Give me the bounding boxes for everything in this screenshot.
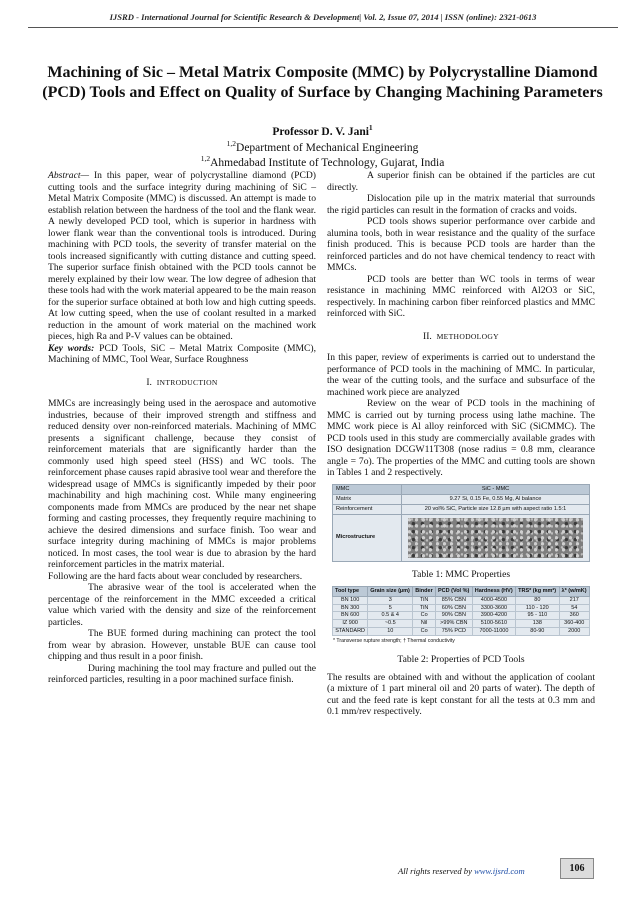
table-cell: 360 [559, 612, 589, 620]
table-cell: 2000 [559, 627, 589, 635]
pcd-tools-table [332, 586, 590, 636]
keywords-label: Key words: [48, 342, 95, 354]
table-cell: BN 600 [333, 612, 368, 620]
microstructure-image [402, 514, 590, 561]
body-paragraph: Review on the wear of PCD tools in the machining of MMC is carried out by turning process using lathe machine. The MMC work piece is Al alloy reinforced with SiC (SiCMMC). The PCD tools used in this study are commercially available grades with ISO designation DCGW11T308 (nose radius = 0.8 mm, clearance angle = 7o). The properties of the MMC and cutting tools are shown in Tables 1 and 2 respectively. [327, 398, 595, 478]
body-paragraph: In this paper, review of experiments is carried out to understand the performance of PCD tools in the machining of MMC. In particular, the wear of the cutting tools, and the surface and subsurface of the machined work piece are analyzed [327, 352, 595, 398]
table2-caption: Table 2: Properties of PCD Tools [397, 654, 525, 666]
table-header: PCD (Vol %) [435, 587, 472, 597]
page-number: 106 [560, 858, 594, 879]
footer-rights-text: All rights reserved by [398, 866, 475, 876]
section-title: METHODOLOGY [436, 331, 499, 341]
table-cell: Nil [413, 620, 436, 628]
table-row [333, 620, 590, 628]
left-column [48, 170, 316, 686]
table-cell: 90% CBN [435, 612, 472, 620]
journal-header: IJSRD - International Journal for Scientific Research & Development| Vol. 2, Issue 07, 2014 | ISSN (online): 2321-0613 [109, 12, 537, 22]
table-cell: Co [413, 612, 436, 620]
microstructure-micrograph [408, 518, 583, 558]
table-row [333, 604, 590, 612]
author-name: Professor D. V. Jani [272, 125, 369, 138]
table-header: Grain size (µm) [368, 587, 413, 597]
affil-sup: 1,2 [226, 139, 237, 148]
affiliation-institute [40, 154, 605, 169]
table-row [333, 612, 590, 620]
keywords-text: PCD Tools, SiC – Metal Matrix Composite (MMC), Machining of MMC, Tool Wear, Surface Roughness [48, 342, 316, 365]
table-cell: Co [413, 627, 436, 635]
footer-rights [398, 866, 525, 876]
table-cell: 7000-11000 [472, 627, 515, 635]
table-row [333, 504, 590, 514]
section-number: II. [423, 330, 432, 342]
table-cell: 0.5 & 4 [368, 612, 413, 620]
affil-text: Department of Mechanical Engineering [236, 141, 419, 154]
table-cell: ~0.5 [368, 620, 413, 628]
table-cell: 3300-3600 [472, 604, 515, 612]
affil-text: Ahmedabad Institute of Technology, Gujarat, India [210, 156, 445, 169]
table-header-row [333, 587, 590, 597]
table-cell: MMC [333, 484, 402, 494]
table-cell: Reinforcement [333, 504, 402, 514]
body-paragraph: PCD tools shows superior performance over carbide and alumina tools, both in wear resistance and the quality of the surface finish produced. This is because PCD tools are harder than the reinforced particles and do not have chemical tendency to react with MMCs. [327, 216, 595, 273]
abstract-text: In this paper, wear of polycrystalline diamond (PCD) cutting tools and the surface integrity during machining of SiC – Metal Matrix Composite (MMC) is discussed. An attempt is made to establish relation between the hardness of the tool and the flank wear. A newly developed PCD tool, which is superior in hardness with lower flank wear than the conventional tools is introduced. During machining with PCD tools, the severity of transfer material on the tools increased significantly with cutting distance and cutting speed. The superior surface finish obtained with the PCD tools cannot be merely explained by their low wear. The low degree of adhesion that these tools had with the work material appeared to be the main reason for the superior surface obtained at both low and high cutting speeds. At low cutting speed, when the use of coolant resulted in a marked reduction in the amount of work material on the machined work pieces, high Ra and P-V values can be obtained. [48, 170, 317, 342]
footer-url-link[interactable]: www.ijsrd.com [474, 866, 525, 876]
table-row [333, 596, 590, 604]
table2-footnote: * Transverse rupture strength; † Thermal conductivity [333, 637, 455, 644]
results-paragraph: The results are obtained with and without the application of coolant (a mixture of 1 part mineral oil and 20 parts of water). The depth of cut and the feed rate is kept constant for all the tests at 0.3 mm and 0.1 mm/rev respectively. [327, 671, 595, 718]
table-cell: 3900-4200 [472, 612, 515, 620]
intro-paragraph: Following are the hard facts about wear concluded by researchers. [48, 570, 303, 582]
table-cell: 5100-5610 [472, 620, 515, 628]
abstract [48, 170, 316, 343]
table-cell: 5 [368, 604, 413, 612]
table-cell: 80 [516, 596, 559, 604]
table-cell: 110 - 120 [516, 604, 559, 612]
affiliation-department [40, 139, 605, 154]
table-cell: Microstructure [333, 514, 402, 561]
table-cell: 54 [559, 604, 589, 612]
table-cell: Matrix [333, 494, 402, 504]
section-heading-introduction [48, 377, 316, 389]
table-cell: IZ 900 [333, 620, 368, 628]
table-cell: SiC - MMC [402, 484, 590, 494]
table-cell: BN 100 [333, 596, 368, 604]
author-line [40, 123, 605, 138]
table-cell: 95 - 110 [516, 612, 559, 620]
table1-caption: Table 1: MMC Properties [411, 568, 511, 580]
table-cell: 20 vol% SiC, Particle size 12.8 µm with aspect ratio 1.5:1 [402, 504, 590, 514]
section-number: I. [146, 376, 152, 388]
table-row [333, 627, 590, 635]
table-header: λ* (w/mK) [559, 587, 589, 597]
table-cell: >99% CBN [435, 620, 472, 628]
table-cell: 9.27 Si, 0.15 Fe, 0.55 Mg, Al balance [402, 494, 590, 504]
right-column [327, 170, 595, 718]
table-row [333, 494, 590, 504]
table-header: Hardness (HV) [472, 587, 515, 597]
table-cell: STANDARD [333, 627, 368, 635]
keywords [48, 343, 316, 366]
table-cell: 360-400 [559, 620, 589, 628]
table-cell: 75% PCD [435, 627, 472, 635]
paper-title: Machining of Sic – Metal Matrix Composite (MMC) by Polycrystalline Diamond (PCD) Tools and Effect on Quality of Surface by Changing Machining Parameters [42, 64, 603, 101]
body-paragraph: Dislocation pile up in the matrix material that surrounds the rigid particles can result in the formation of cracks and voids. [327, 193, 595, 216]
table-cell: 217 [559, 596, 589, 604]
table-cell: 4000-4500 [472, 596, 515, 604]
table-cell: 80-90 [516, 627, 559, 635]
table-cell: BN 300 [333, 604, 368, 612]
author-sup: 1 [368, 123, 373, 132]
section-title: INTRODUCTION [156, 377, 218, 387]
table-cell: TiN [413, 604, 436, 612]
intro-paragraph: The abrasive wear of the tool is accelerated when the percentage of the reinforcement in the MMC exceeded a critical value which varied with the density and size of the reinforcement particles. [48, 582, 316, 628]
table-header: Binder [413, 587, 436, 597]
intro-paragraph: During machining the tool may fracture and pulled out the reinforced particles, resulting in a poor machined surface finish. [48, 662, 316, 685]
table-row [333, 514, 590, 561]
table-cell: 138 [516, 620, 559, 628]
header-rule [28, 27, 618, 28]
table-cell: 3 [368, 596, 413, 604]
table-cell: TiN [413, 596, 436, 604]
intro-paragraph: The BUE formed during machining can protect the tool from wear by abrasion. However, unstable BUE can cause tool chipping and thus result in a poor finish. [48, 628, 316, 662]
mmc-properties-table [332, 484, 590, 562]
body-paragraph: A superior finish can be obtained if the particles are cut directly. [327, 170, 595, 193]
body-paragraph: PCD tools are better than WC tools in terms of wear resistance in machining MMC reinforced with Al2O3 or SiC, respectively. In machining carbon fiber reinforced plastics and MMC reinforced with SiC. [327, 273, 595, 319]
table-header: Tool type [333, 587, 368, 597]
table-cell: 85% CBN [435, 596, 472, 604]
abstract-label: Abstract— [48, 170, 90, 181]
affil-sup: 1,2 [200, 154, 211, 163]
intro-paragraph: MMCs are increasingly being used in the aerospace and automotive industries, because of their improved strength and stiffness and reduced density over non-reinforced materials. Machining of MMC presents a significant challenge, because they consist of reinforcement materials that are significantly harder than the commonly used high speed steel (HSS) and WC tools. The reinforcement phase causes rapid abrasive tool wear and therefore the widespread usage of MMCs is significantly impeded by their poor machinability and high machining cost. While many engineering components made from MMCs are produced by the near net shape forming and casting processes, they frequently require machining to achieve the desired dimensions and surface finish. Too wear and surface integrity during machining of MMCs is major problems noticed. In most cases, the tool wear is due to abrasion by the hard reinforcement particles in the matrix material. [48, 398, 316, 570]
section-heading-methodology [327, 331, 595, 343]
table-header: TRS* (kg mm²) [516, 587, 559, 597]
table-cell: 10 [368, 627, 413, 635]
table-row [333, 484, 590, 494]
table-cell: 60% CBN [435, 604, 472, 612]
